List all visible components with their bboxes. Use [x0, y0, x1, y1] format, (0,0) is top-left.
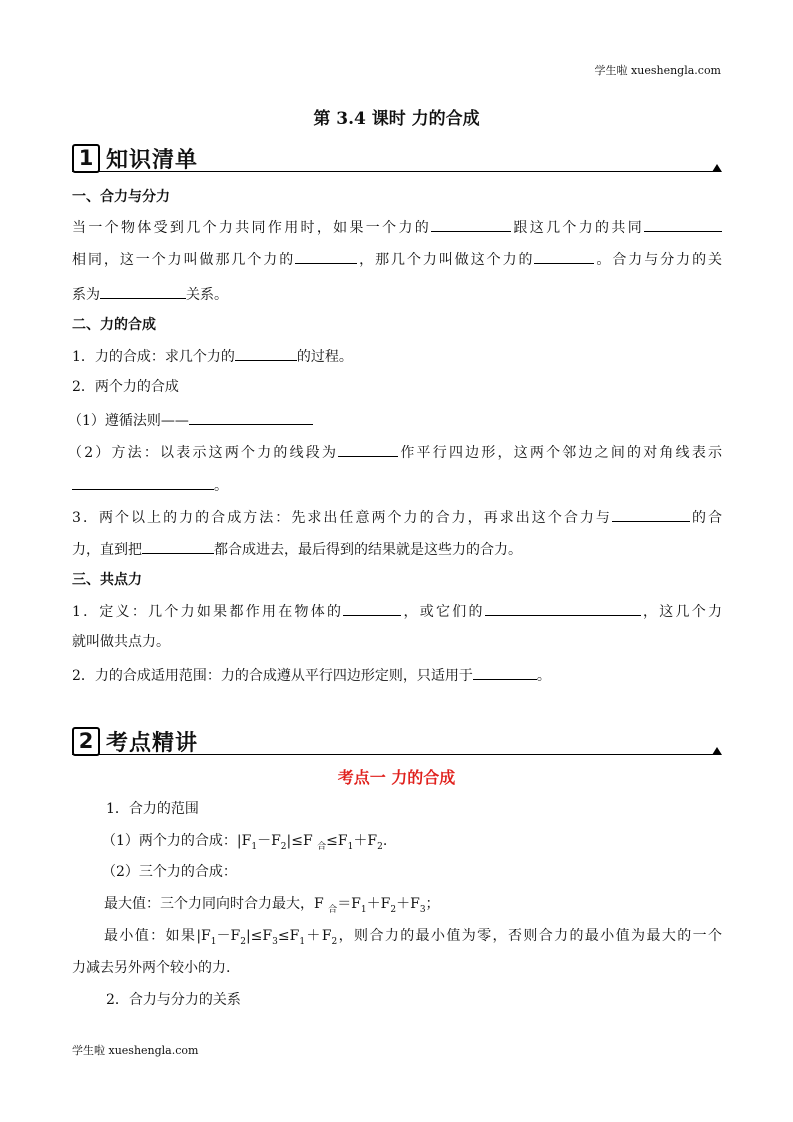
page-header-site: 学生啦 xueshengla.com	[594, 64, 721, 77]
formula-two-forces: （1）两个力的合成：$|F_1-F_2|\le F$ $_合\le F_1+F_2$.	[102, 833, 388, 852]
section-underline	[72, 754, 714, 755]
blank-field[interactable]	[100, 283, 186, 299]
blank-field[interactable]	[343, 600, 401, 616]
blank-field[interactable]	[534, 248, 594, 264]
page-title: 第 3.4 课时 力的合成	[313, 109, 480, 129]
blank-field[interactable]	[431, 216, 511, 232]
blank-field[interactable]	[473, 664, 537, 680]
section-number-badge: 1	[72, 144, 100, 173]
list-item: （2）三个力的合成：	[102, 864, 237, 880]
blank-field[interactable]	[612, 506, 690, 522]
paragraph-line: 当一个物体受到几个力共同作用时，如果一个力的 跟这几个力的共同	[72, 216, 722, 238]
heading-force-composition: 二、力的合成	[72, 317, 156, 333]
section-number-badge: 2	[72, 727, 100, 756]
blank-field[interactable]	[235, 345, 297, 361]
kaodian-title: 考点一 力的合成	[337, 768, 456, 787]
paragraph-line: 力减去另外两个较小的力.	[72, 960, 231, 976]
formula-max: 最大值：三个力同向时合力最大，F $_合=F_1+F_2+F_3$；	[104, 896, 440, 915]
list-item: 1．力的合成：求几个力的 的过程。	[72, 345, 722, 367]
list-item: 1．定义：几个力如果都作用在物体的 ，或它们的 ，这几个力	[72, 600, 722, 622]
heading-resultant-component: 一、合力与分力	[72, 189, 170, 205]
section-knowledge-list	[72, 142, 722, 174]
section-underline	[72, 171, 714, 172]
paragraph-line: 相同，这一个力叫做那几个力的 ，那几个力叫做这个力的 。合力与分力的关	[72, 248, 722, 270]
page-footer-site: 学生啦 xueshengla.com	[72, 1044, 199, 1057]
formula-min: 最小值：如果$|F_1-F_2|\le F_3\le F_1+F_2$，则合力的最小值为零，否则合力的最小值为最大的一个	[104, 928, 722, 947]
list-item: 就叫做共点力。	[72, 634, 170, 650]
list-item: （2）方法：以表示这两个力的线段为 作平行四边形，这两个邻边之间的对角线表示	[68, 441, 722, 463]
triangle-icon	[712, 164, 722, 172]
list-item: 2．合力与分力的关系	[106, 992, 241, 1008]
blank-field[interactable]	[189, 409, 313, 425]
section-key-points	[72, 725, 722, 757]
list-item: 3．两个以上的力的合成方法：先求出任意两个力的合力，再求出这个合力与 的合	[72, 506, 722, 528]
section-label: 考点精讲	[106, 731, 199, 756]
blank-field[interactable]	[644, 216, 722, 232]
paragraph-line: 系为 关系。	[72, 283, 722, 305]
triangle-icon	[712, 747, 722, 755]
heading-concurrent-forces: 三、共点力	[72, 572, 142, 588]
list-item: 2．两个力的合成	[72, 379, 179, 395]
blank-field[interactable]	[142, 538, 214, 554]
list-item: （1）遵循法则——	[68, 409, 718, 431]
blank-field[interactable]	[295, 248, 357, 264]
blank-field[interactable]	[72, 474, 214, 490]
blank-field[interactable]	[485, 600, 641, 616]
list-item: 力，直到把 都合成进去，最后得到的结果就是这些力的合力。	[72, 538, 722, 560]
list-item: 1．合力的范围	[106, 801, 199, 817]
section-label: 知识清单	[106, 148, 199, 173]
list-item: 2．力的合成适用范围：力的合成遵从平行四边形定则，只适用于 。	[72, 664, 722, 686]
blank-field[interactable]	[338, 441, 398, 457]
list-item: 。	[72, 474, 722, 496]
